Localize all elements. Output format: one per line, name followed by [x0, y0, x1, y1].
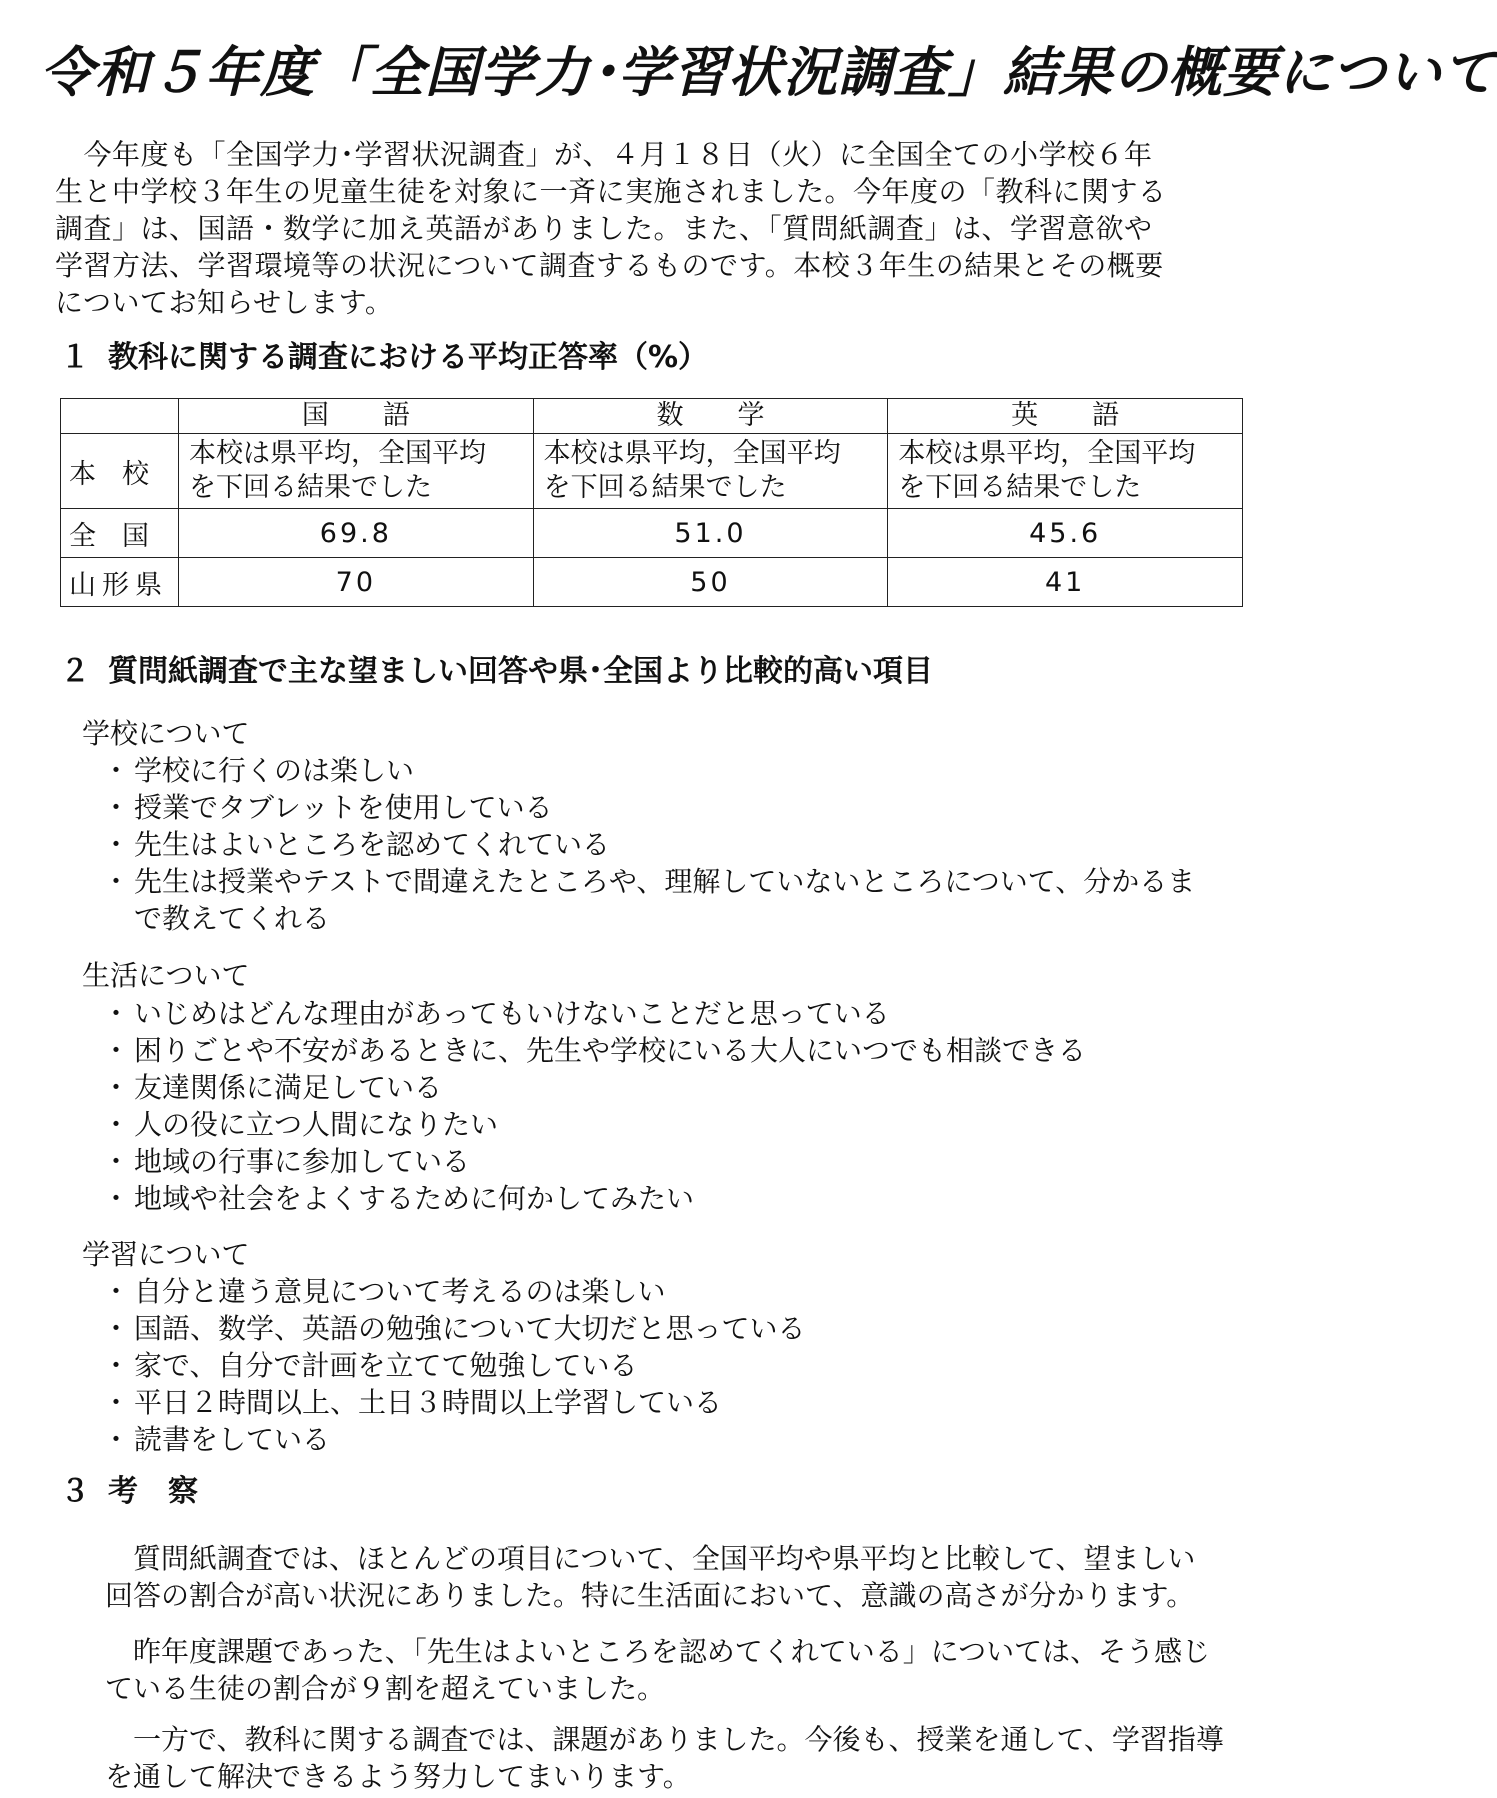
discussion-paragraph — [105, 1721, 1245, 1795]
nation-score-english: 45.6 — [888, 509, 1243, 558]
nation-score-japanese: 69.8 — [179, 509, 534, 558]
subject-header-japanese: 国 語 — [179, 399, 534, 434]
list-item: ・ いじめはどんな理由があってもいけないことだと思っている — [112, 995, 1242, 1032]
table-header-row — [61, 399, 1243, 434]
section-1-heading — [60, 338, 708, 378]
paragraph-line: 一方で、教科に関する調査では、課題がありました。今後も、授業を通して、学習指導 — [105, 1723, 1224, 1756]
intro-line: についてお知らせします。 — [55, 286, 394, 319]
table-row-school — [61, 434, 1243, 509]
list-school — [112, 752, 1242, 937]
list-item: ・ 家で、自分で計画を立てて勉強している — [112, 1347, 1242, 1384]
list-item: ・ 友達関係に満足している — [112, 1069, 1242, 1106]
list-item: ・ 国語、数学、英語の勉強について大切だと思っている — [112, 1310, 1242, 1347]
section-title: 考 察 — [108, 1474, 198, 1509]
cell-line: 本校は県平均，全国平均 — [189, 438, 486, 469]
group-title-school: 学校について — [82, 717, 250, 750]
intro-line: 今年度も「全国学力･学習状況調査」が、４月１８日（火）に全国全ての小学校６年 — [55, 138, 1153, 171]
list-item: ・ 読書をしている — [112, 1421, 1242, 1458]
subject-header-math: 数 学 — [533, 399, 888, 434]
list-item: ・ 自分と違う意見について考えるのは楽しい — [112, 1273, 1242, 1310]
paragraph-line: 昨年度課題であった、「先生はよいところを認めてくれている」については、そう感じ — [105, 1635, 1211, 1668]
list-item: ・ 人の役に立つ人間になりたい — [112, 1106, 1242, 1143]
page-title: 令和５年度「全国学力･学習状況調査」結果の概要について — [40, 41, 1497, 104]
paragraph-line: を通して解決できるよう努力してまいります。 — [105, 1760, 691, 1793]
prefecture-score-english: 41 — [888, 558, 1243, 607]
cell-line: を下回る結果でした — [189, 472, 432, 503]
table-row-nation — [61, 509, 1243, 558]
school-result-japanese — [179, 434, 534, 509]
subject-header-english: 英 語 — [888, 399, 1243, 434]
intro-line: 調査」は、国語・数学に加え英語がありました。また、「質問紙調査」は、学習意欲や — [55, 212, 1153, 245]
cell-line: を下回る結果でした — [543, 472, 787, 503]
paragraph-line: 回答の割合が高い状況にありました。特に生活面において、意識の高さが分かります。 — [105, 1579, 1195, 1612]
intro-line: 学習方法、学習環境等の状況について調査するものです。本校３年生の結果とその概要 — [55, 249, 1164, 282]
list-item: ・ 地域や社会をよくするために何かしてみたい — [112, 1180, 1242, 1217]
list-item-line: で教えてくれる — [134, 902, 331, 935]
school-result-english — [888, 434, 1243, 509]
section-number: ２ — [60, 654, 90, 689]
section-number: ３ — [60, 1474, 90, 1509]
score-table — [60, 398, 1243, 607]
intro-paragraph — [55, 136, 1240, 321]
section-2-heading — [60, 652, 933, 692]
paragraph-line: ている生徒の割合が９割を超えていました。 — [105, 1672, 666, 1705]
table-corner-cell — [61, 399, 179, 434]
list-life — [112, 995, 1242, 1217]
table-row-prefecture — [61, 558, 1243, 607]
list-item: ・ 困りごとや不安があるときに、先生や学校にいる大人にいつでも相談できる — [112, 1032, 1242, 1069]
list-item-line: ・ 先生は授業やテストで間違えたところや、理解していないところについて、分かるま — [134, 865, 1196, 898]
row-label-prefecture: 山形県 — [61, 558, 179, 607]
intro-line: 生と中学校３年生の児童生徒を対象に一斉に実施されました。今年度の「教科に関する — [55, 175, 1167, 208]
cell-line: 本校は県平均，全国平均 — [543, 438, 841, 469]
nation-score-math: 51.0 — [533, 509, 888, 558]
row-label-school: 本校 — [61, 434, 179, 509]
group-title-life: 生活について — [82, 959, 250, 992]
section-title: 質問紙調査で主な望ましい回答や県･全国より比較的高い項目 — [108, 654, 933, 689]
list-item: ・ 先生はよいところを認めてくれている — [112, 826, 1242, 863]
section-title: 教科に関する調査における平均正答率（%） — [108, 340, 709, 375]
cell-line: 本校は県平均，全国平均 — [898, 438, 1196, 469]
paragraph-line: 質問紙調査では、ほとんどの項目について、全国平均や県平均と比較して、望ましい — [105, 1542, 1196, 1575]
list-study — [112, 1273, 1242, 1458]
school-result-math — [533, 434, 888, 509]
section-3-heading — [60, 1472, 198, 1512]
list-item: ・ 授業でタブレットを使用している — [112, 789, 1242, 826]
discussion-paragraph — [105, 1540, 1245, 1614]
prefecture-score-math: 50 — [533, 558, 888, 607]
cell-line: を下回る結果でした — [898, 472, 1142, 503]
list-item — [112, 863, 1242, 937]
list-item: ・ 学校に行くのは楽しい — [112, 752, 1242, 789]
list-item: ・ 平日２時間以上、土日３時間以上学習している — [112, 1384, 1242, 1421]
group-title-study: 学習について — [82, 1238, 250, 1271]
prefecture-score-japanese: 70 — [179, 558, 534, 607]
section-number: １ — [60, 340, 90, 375]
row-label-nation: 全国 — [61, 509, 179, 558]
list-item: ・ 地域の行事に参加している — [112, 1143, 1242, 1180]
discussion-paragraph — [105, 1633, 1245, 1707]
